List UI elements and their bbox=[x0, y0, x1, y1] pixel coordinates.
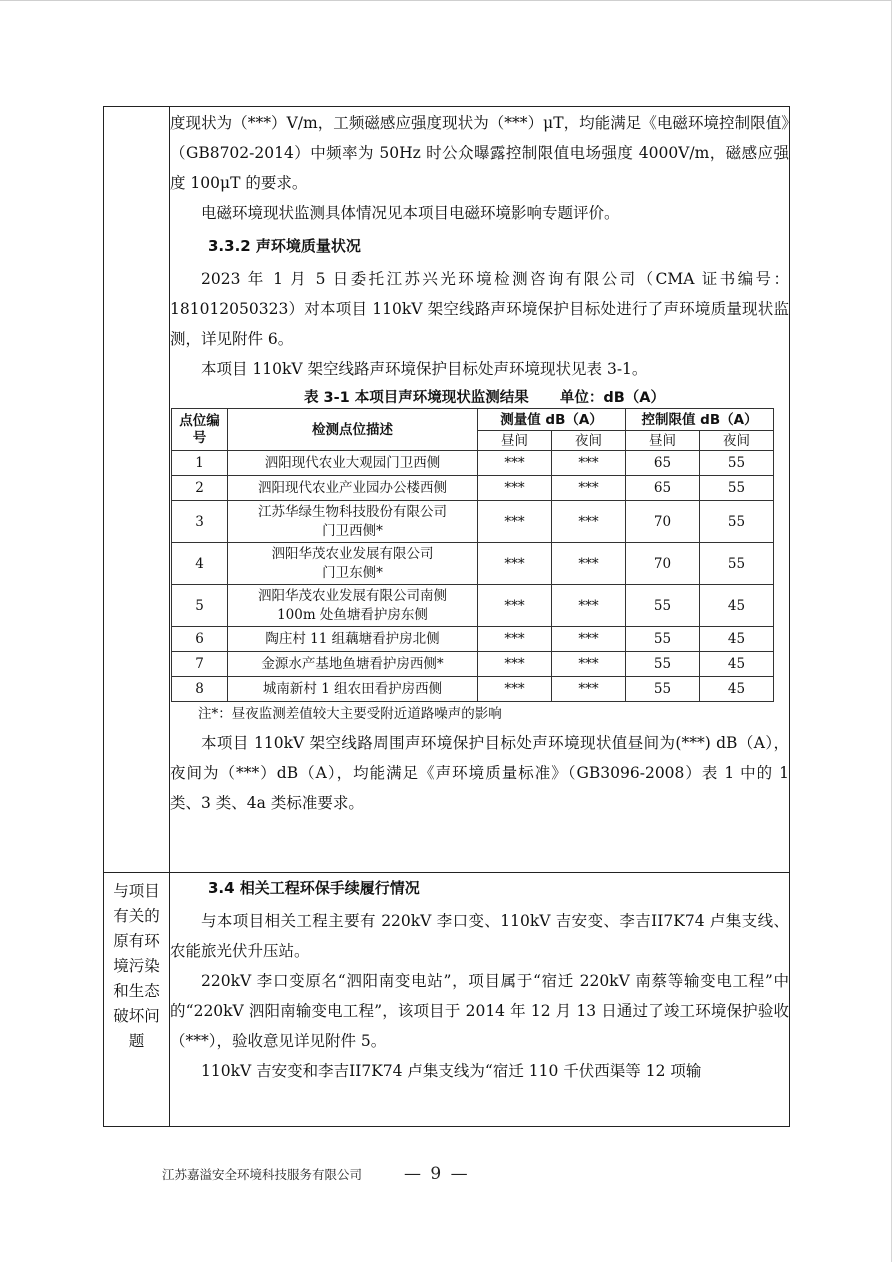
cell-no: 5 bbox=[172, 585, 228, 627]
cell-night: *** bbox=[552, 585, 626, 627]
section-heading-3-3-2: 3.3.2 声环境质量状况 bbox=[208, 237, 361, 255]
table-note: 注*：昼夜监测差值较大主要受附近道路噪声的影响 bbox=[198, 706, 502, 722]
table-row bbox=[172, 451, 774, 476]
table-row bbox=[172, 652, 774, 677]
table-reference-paragraph: 本项目 110kV 架空线路声环境保护目标处声环境现状见表 3-1。 bbox=[201, 360, 648, 378]
table-row bbox=[172, 627, 774, 652]
cell-no: 1 bbox=[172, 451, 228, 476]
noise-monitoring-table bbox=[171, 408, 774, 702]
cell-limit-day: 55 bbox=[626, 677, 700, 702]
noise-conclusion-paragraph: 本项目 110kV 架空线路周围声环境保护目标处声环境现状值昼间为(***) dB（A），夜间为（***）dB（A），均能满足《声环境质量标准》（GB3096-2008）表 1 中的 1 类、3 类、4a 类标准要求。 bbox=[170, 734, 789, 812]
cell-desc: 江苏华绿生物科技股份有限公司门卫西侧* bbox=[228, 501, 478, 543]
cell-day: *** bbox=[478, 677, 552, 702]
report-layout-table bbox=[103, 106, 790, 1127]
col-header-point-desc: 检测点位描述 bbox=[228, 409, 478, 451]
cell-day: *** bbox=[478, 501, 552, 543]
table-title bbox=[170, 388, 789, 408]
subheader-measured-night: 夜间 bbox=[552, 431, 626, 451]
cell-no: 8 bbox=[172, 677, 228, 702]
table-row bbox=[172, 677, 774, 702]
cell-desc: 泗阳现代农业产业园办公楼西侧 bbox=[228, 476, 478, 501]
cell-limit-day: 55 bbox=[626, 652, 700, 677]
cell-limit-day: 70 bbox=[626, 543, 700, 585]
subheader-measured-day: 昼间 bbox=[478, 431, 552, 451]
cell-desc: 泗阳现代农业大观园门卫西侧 bbox=[228, 451, 478, 476]
cell-limit-day: 55 bbox=[626, 585, 700, 627]
table-title-text: 表 3-1 本项目声环境现状监测结果 bbox=[303, 390, 529, 406]
cell-no: 4 bbox=[172, 543, 228, 585]
cell-desc: 泗阳华茂农业发展有限公司南侧 100m 处鱼塘看护房东侧 bbox=[228, 585, 478, 627]
cell-day: *** bbox=[478, 627, 552, 652]
table-row bbox=[172, 543, 774, 585]
cell-limit-night: 45 bbox=[700, 652, 774, 677]
section-left-label: 与项目有关的原有环境污染和生态破坏问题 bbox=[113, 882, 160, 1050]
cell-no: 7 bbox=[172, 652, 228, 677]
footer-company: 江苏嘉溢安全环境科技服务有限公司 bbox=[162, 1167, 363, 1182]
likou-substation-paragraph: 220kV 李口变原名“泗阳南变电站”，项目属于“宿迁 220kV 南蔡等输变电工程”中的“220kV 泗阳南输变电工程”，该项目于 2014 年 12 月 13 日通过了竣工环境保护验收（***），验收意见详见附件 5。 bbox=[170, 972, 789, 1050]
cell-desc: 金源水产基地鱼塘看护房西侧* bbox=[228, 652, 478, 677]
cell-desc: 泗阳华茂农业发展有限公司门卫东侧* bbox=[228, 543, 478, 585]
section-heading-3-4: 3.4 相关工程环保手续履行情况 bbox=[208, 879, 420, 897]
cell-day: *** bbox=[478, 476, 552, 501]
left-label-cell bbox=[104, 873, 170, 1127]
cell-limit-day: 65 bbox=[626, 451, 700, 476]
cell-limit-night: 55 bbox=[700, 501, 774, 543]
table-row bbox=[172, 585, 774, 627]
cell-limit-night: 45 bbox=[700, 627, 774, 652]
subheader-limit-day: 昼间 bbox=[626, 431, 700, 451]
cell-night: *** bbox=[552, 451, 626, 476]
cell-night: *** bbox=[552, 652, 626, 677]
cell-no: 2 bbox=[172, 476, 228, 501]
em-reference-paragraph: 电磁环境现状监测具体情况见本项目电磁环境影响专题评价。 bbox=[201, 204, 620, 222]
table-row bbox=[172, 476, 774, 501]
cell-desc: 城南新村 1 组农田看护房西侧 bbox=[228, 677, 478, 702]
cell-limit-night: 55 bbox=[700, 451, 774, 476]
cell-day: *** bbox=[478, 652, 552, 677]
related-projects-paragraph: 与本项目相关工程主要有 220kV 李口变、110kV 吉安变、李吉II7K74 卢集支线、农能旅光伏升压站。 bbox=[170, 912, 789, 960]
cell-night: *** bbox=[552, 627, 626, 652]
em-status-paragraph: 度现状为（***）V/m，工频磁感应强度现状为（***）μT，均能满足《电磁环境控制限值》（GB8702-2014）中频率为 50Hz 时公众曝露控制限值电场强度 4000V/m，磁感应强度 100μT 的要求。 bbox=[170, 114, 789, 192]
cell-limit-night: 45 bbox=[700, 677, 774, 702]
left-label-cell-empty bbox=[104, 107, 170, 873]
cell-night: *** bbox=[552, 501, 626, 543]
cell-no: 3 bbox=[172, 501, 228, 543]
cell-day: *** bbox=[478, 585, 552, 627]
cell-no: 6 bbox=[172, 627, 228, 652]
page-top-edge bbox=[0, 0, 892, 3]
cell-desc: 陶庄村 11 组藕塘看护房北侧 bbox=[228, 627, 478, 652]
cell-night: *** bbox=[552, 476, 626, 501]
col-header-measured: 测量值 dB（A） bbox=[478, 409, 626, 431]
cell-limit-night: 55 bbox=[700, 543, 774, 585]
cell-day: *** bbox=[478, 451, 552, 476]
monitoring-paragraph: 2023 年 1 月 5 日委托江苏兴光环境检测咨询有限公司（CMA 证书编号：181012050323）对本项目 110kV 架空线路声环境保护目标处进行了声环境质量现状监测，详见附件 6。 bbox=[170, 270, 789, 348]
section-3-4-content bbox=[170, 873, 790, 1127]
jian-substation-paragraph: 110kV 吉安变和李吉II7K74 卢集支线为“宿迁 110 千伏西渠等 12 项输 bbox=[201, 1062, 702, 1080]
cell-limit-night: 55 bbox=[700, 476, 774, 501]
col-header-point-no: 点位编号 bbox=[172, 409, 228, 451]
cell-limit-day: 65 bbox=[626, 476, 700, 501]
cell-night: *** bbox=[552, 677, 626, 702]
cell-day: *** bbox=[478, 543, 552, 585]
table-unit: 单位：dB（A） bbox=[559, 390, 665, 406]
subheader-limit-night: 夜间 bbox=[700, 431, 774, 451]
cell-limit-day: 55 bbox=[626, 627, 700, 652]
cell-limit-day: 70 bbox=[626, 501, 700, 543]
col-header-limit: 控制限值 dB（A） bbox=[626, 409, 774, 431]
page-number: — 9 — bbox=[404, 1164, 470, 1184]
cell-limit-night: 45 bbox=[700, 585, 774, 627]
cell-night: *** bbox=[552, 543, 626, 585]
table-row bbox=[172, 501, 774, 543]
section-3-3-content bbox=[170, 107, 790, 873]
